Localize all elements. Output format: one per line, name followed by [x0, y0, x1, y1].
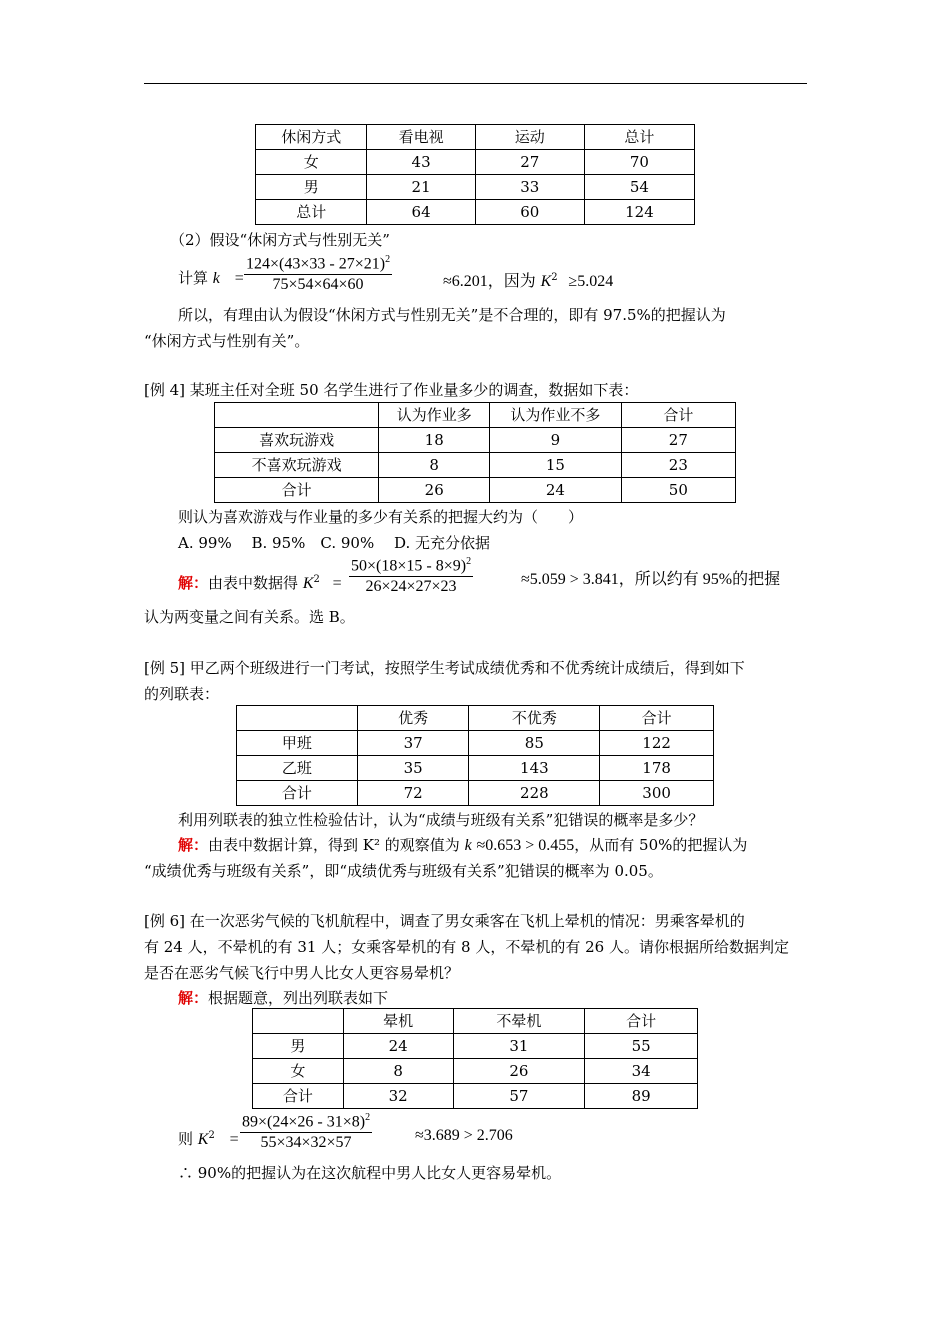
header-rule: [144, 83, 807, 84]
table-row: [256, 150, 695, 175]
table-cell: 不喜欢玩游戏: [215, 453, 379, 478]
table-cell: 8: [379, 453, 490, 478]
ex5-title-line1: [例 5] 甲乙两个班级进行一门考试，按照学生考试成绩优秀和不优秀统计成绩后，得到如下: [144, 659, 745, 677]
ex6-fraction: [240, 1112, 372, 1152]
table-cell: 合计: [237, 781, 358, 806]
ex4-numerator-exp: 2: [466, 556, 472, 567]
ex5-solution-label: 解：: [178, 836, 209, 854]
table-airsickness: [252, 1008, 698, 1109]
ex6-solution-lead: [178, 988, 388, 1008]
table-row: [237, 756, 714, 781]
ex4-result: ≈5.059 > 3.841，所以约有 95%的把握: [521, 571, 781, 588]
table-cell: [253, 1009, 344, 1034]
table-cell: 运动: [475, 125, 584, 150]
table-cell: 57: [453, 1084, 585, 1109]
table-cell: 64: [367, 200, 475, 225]
table-cell: 不晕机: [453, 1009, 585, 1034]
table-row: [215, 428, 736, 453]
table-cell: 合计: [253, 1084, 344, 1109]
table-cell: 27: [475, 150, 584, 175]
table-cell: 31: [453, 1034, 585, 1059]
calc1-numerator-exp: 2: [385, 254, 391, 265]
table-cell: 男: [253, 1034, 344, 1059]
ex4-solution-label: 解：: [178, 574, 209, 592]
table-cell: 总计: [584, 125, 694, 150]
table-cell: 休闲方式: [256, 125, 367, 150]
ex4-solution-lead: [178, 570, 342, 594]
table-class-grades: [236, 705, 714, 806]
ex6-numerator-text: 89×(24×26 - 31×8): [242, 1113, 366, 1131]
table-cell: 9: [490, 428, 622, 453]
calc1-K: K: [540, 273, 552, 290]
table-row: [237, 781, 714, 806]
ex4-K: K: [302, 575, 314, 592]
ex4-title: [例 4] 某班主任对全班 50 名学生进行了作业量多少的调查，数据如下表：: [144, 381, 639, 399]
table-cell: 85: [469, 731, 600, 756]
ex5-approx: ≈0.653 > 0.455: [476, 837, 575, 854]
table-leisure-gender: [255, 124, 695, 225]
table-cell: 43: [367, 150, 475, 175]
ex6-numerator: [240, 1112, 372, 1133]
ex5-solution-line1: [178, 835, 747, 856]
table-cell: 54: [584, 175, 694, 200]
table-row: [256, 200, 695, 225]
ex4-denominator: 26×24×27×23: [365, 578, 457, 596]
table-cell: 不优秀: [469, 706, 600, 731]
calc1-result: [443, 268, 613, 292]
table-row: [237, 706, 714, 731]
table-row: [253, 1084, 698, 1109]
calc1-numerator-text: 124×(43×33 - 27×21): [246, 255, 386, 273]
ex4-question: 则认为喜欢游戏与作业量的多少有关系的把握大约为（ ）: [178, 508, 584, 526]
table-cell: 26: [453, 1059, 585, 1084]
table-cell: 300: [600, 781, 714, 806]
calc1-lead-text: 计算: [178, 269, 209, 287]
calc1-denominator: 75×54×64×60: [272, 276, 364, 294]
table-cell: 24: [343, 1034, 453, 1059]
table-cell: 143: [469, 756, 600, 781]
ex6-denominator: 55×34×32×57: [260, 1134, 352, 1152]
table-cell: 优秀: [357, 706, 469, 731]
ex6-solution-label: 解：: [178, 989, 209, 1007]
table-cell: 看电视: [367, 125, 475, 150]
table-row: [215, 403, 736, 428]
calc1-K-exp: 2: [551, 272, 558, 283]
table-cell: 89: [585, 1084, 698, 1109]
table-cell: 甲班: [237, 731, 358, 756]
ex6-numerator-exp: 2: [365, 1112, 371, 1123]
table-row: [215, 478, 736, 503]
table-cell: 合计: [621, 403, 735, 428]
ex4-solution-line2: 认为两变量之间有关系。选 B。: [144, 608, 355, 626]
ex5-title-line2: 的列联表：: [144, 685, 220, 703]
table-cell: 33: [475, 175, 584, 200]
table-cell: 晕机: [343, 1009, 453, 1034]
ex4-K-exp: 2: [313, 574, 320, 585]
table-cell: 8: [343, 1059, 453, 1084]
ex4-solution-text: 由表中数据得: [208, 574, 299, 592]
ex6-K-exp: 2: [208, 1130, 215, 1141]
ex6-K: K: [197, 1131, 209, 1148]
table-cell: 总计: [256, 200, 367, 225]
table-cell: 男: [256, 175, 367, 200]
table-row: [215, 453, 736, 478]
table-cell: [237, 706, 358, 731]
table-games-homework: [214, 402, 736, 503]
ex6-title-line1: [例 6] 在一次恶劣气候的飞机航程中，调查了男女乘客在飞机上晕机的情况：男乘客晕机的: [144, 912, 745, 930]
table-cell: 合计: [600, 706, 714, 731]
calc1-var: k: [212, 270, 220, 287]
table-cell: 23: [621, 453, 735, 478]
table-row: [253, 1034, 698, 1059]
table-cell: 女: [253, 1059, 344, 1084]
conclusion1-line1: 所以，有理由认为假设“休闲方式与性别无关”是不合理的，即有 97.5%的把握认为: [178, 306, 726, 324]
table-cell: 228: [469, 781, 600, 806]
table-row: [256, 125, 695, 150]
table-cell: 34: [585, 1059, 698, 1084]
table-cell: 合计: [215, 478, 379, 503]
ex6-eq: =: [229, 1131, 239, 1148]
table-cell: 24: [490, 478, 622, 503]
calc1-fraction: [244, 254, 392, 294]
ex6-final: ∴ 90%的把握认为在这次航程中男人比女人更容易晕机。: [178, 1164, 562, 1182]
table-cell: 21: [367, 175, 475, 200]
calc1-eq: =: [234, 270, 244, 287]
calc1-result-text: ≈6.201，因为: [443, 273, 536, 290]
table-cell: 认为作业不多: [490, 403, 622, 428]
ex6-title-line3: 是否在恶劣气候飞行中男人比女人更容易晕机？: [144, 964, 460, 982]
table-cell: 55: [585, 1034, 698, 1059]
table-cell: 27: [621, 428, 735, 453]
calc1-cmp: ≥5.024: [568, 273, 614, 290]
ex5-k: k: [464, 837, 472, 854]
ex4-options: A. 99% B. 95% C. 90% D. 无充分依据: [178, 534, 490, 552]
ex5-question: 利用列联表的独立性检验估计，认为“成绩与班级有关系”犯错误的概率是多少？: [178, 811, 704, 829]
calc1-lead: [178, 268, 244, 289]
table-cell: 37: [357, 731, 469, 756]
table-row: [256, 175, 695, 200]
table-cell: 124: [584, 200, 694, 225]
table-cell: 18: [379, 428, 490, 453]
conclusion1-line2: “休闲方式与性别有关”。: [144, 332, 310, 350]
table-cell: 178: [600, 756, 714, 781]
table-cell: 15: [490, 453, 622, 478]
ex4-numerator-text: 50×(18×15 - 8×9): [351, 557, 467, 575]
table-cell: 喜欢玩游戏: [215, 428, 379, 453]
table-cell: 32: [343, 1084, 453, 1109]
ex5-solution-text2: ，从而有 50%的把握认为: [574, 836, 748, 854]
table-row: [237, 731, 714, 756]
ex6-solution-text: 根据题意，列出列联表如下: [208, 989, 389, 1007]
ex6-calc-lead-text: 则: [178, 1130, 194, 1148]
ex4-numerator: [349, 556, 473, 577]
table-cell: [215, 403, 379, 428]
table-cell: 26: [379, 478, 490, 503]
table-cell: 60: [475, 200, 584, 225]
table-cell: 50: [621, 478, 735, 503]
ex5-solution-text1: 由表中数据计算，得到 K² 的观察值为: [208, 836, 460, 854]
part2-intro: （2）假设“休闲方式与性别无关”: [170, 231, 390, 249]
ex4-fraction: [349, 556, 473, 596]
table-cell: 女: [256, 150, 367, 175]
table-cell: 70: [584, 150, 694, 175]
calc1-numerator: [244, 254, 392, 275]
table-cell: 35: [357, 756, 469, 781]
table-row: [253, 1059, 698, 1084]
ex6-result: ≈3.689 > 2.706: [415, 1127, 513, 1144]
ex5-solution-line2: “成绩优秀与班级有关系”，即“成绩优秀与班级有关系”犯错误的概率为 0.05。: [144, 862, 663, 880]
table-cell: 72: [357, 781, 469, 806]
table-cell: 认为作业多: [379, 403, 490, 428]
ex4-eq: =: [332, 575, 342, 592]
ex6-calc-lead: [178, 1126, 239, 1150]
table-cell: 122: [600, 731, 714, 756]
ex6-title-line2: 有 24 人，不晕机的有 31 人；女乘客晕机的有 8 人，不晕机的有 26 人。请你根据所给数据判定: [144, 938, 789, 956]
table-row: [253, 1009, 698, 1034]
table-cell: 合计: [585, 1009, 698, 1034]
table-cell: 乙班: [237, 756, 358, 781]
